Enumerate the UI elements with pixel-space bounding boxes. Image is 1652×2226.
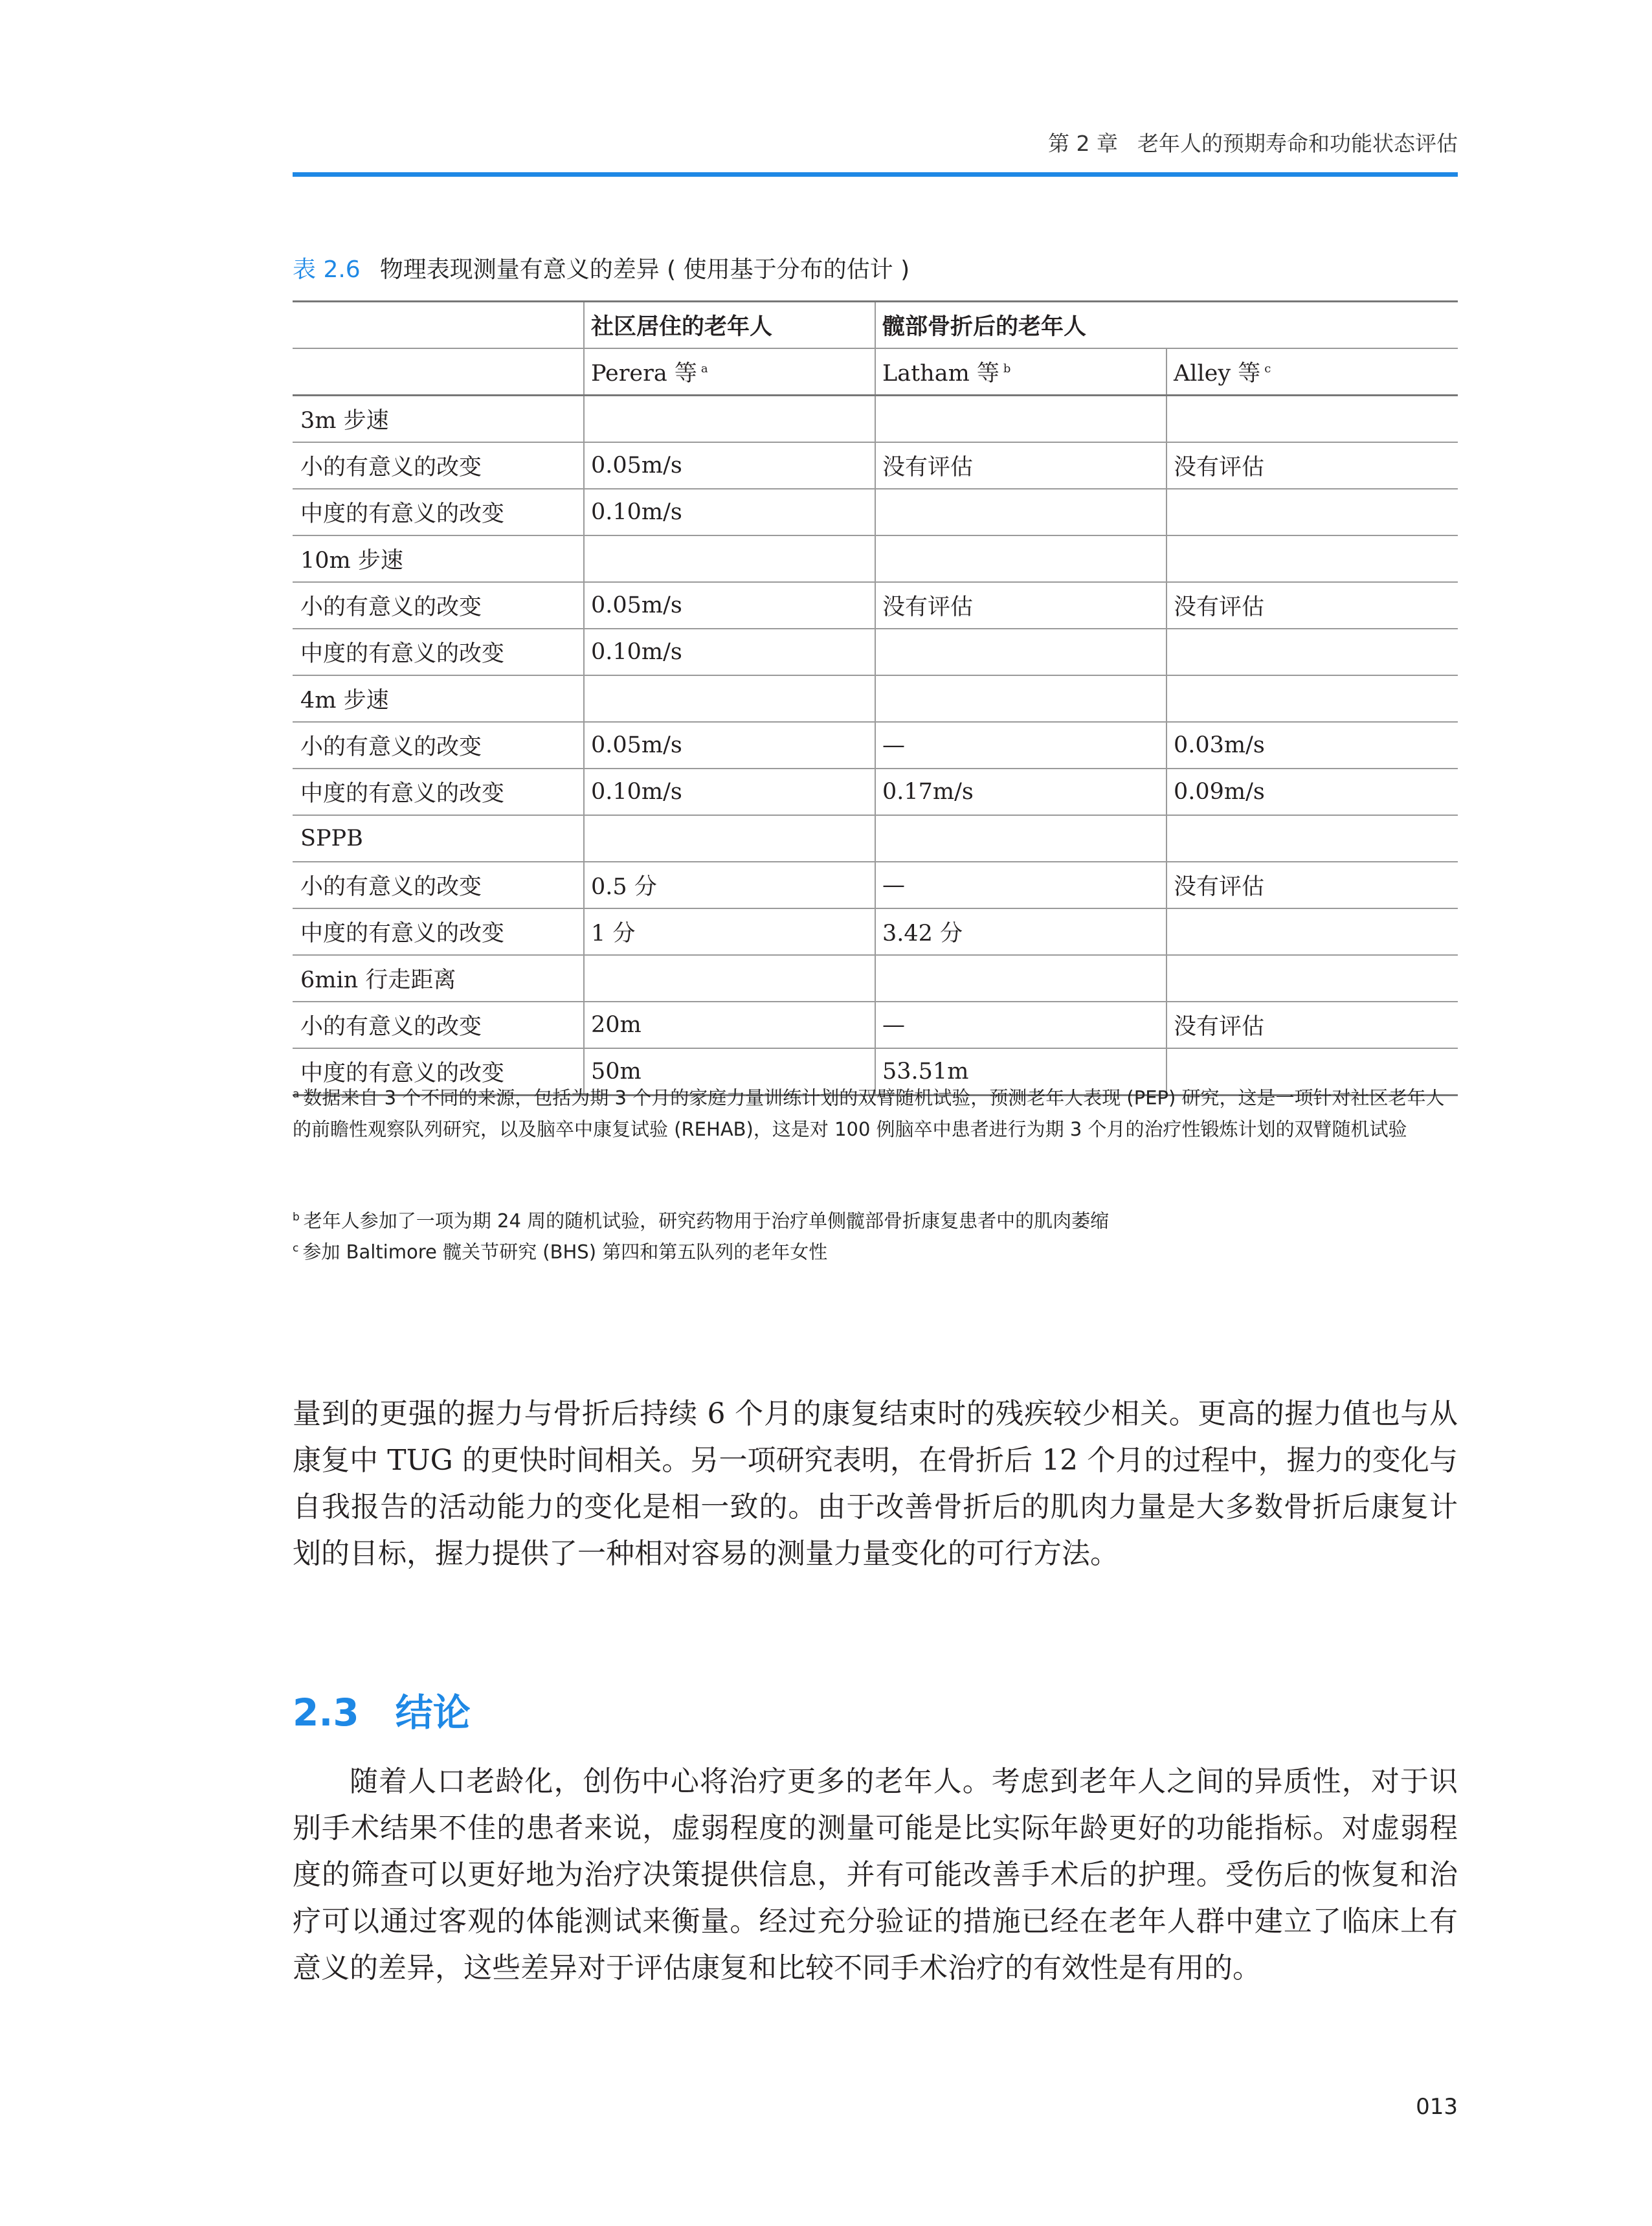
table-cell: [1166, 815, 1458, 862]
paragraph-conclusion: 随着人口老龄化，创伤中心将治疗更多的老年人。考虑到老年人之间的异质性，对于识别手术结果不佳的患者来说，虚弱程度的测量可能是比实际年龄更好的功能指标。对虚弱程度的筛查可以更好地为治疗决策提供信息，并有可能改善手术后的护理。受伤后的恢复和治疗可以通过客观的体能测试来衡量。经过充分验证的措施已经在老年人群中建立了临床上有意义的差异，这些差异对于评估康复和比较不同手术治疗的有效性是有用的。: [293, 1765, 1458, 1984]
table-row: [293, 862, 1458, 908]
table-cell: 没有评估: [875, 582, 1166, 629]
table-cell: —: [875, 862, 1166, 908]
table-row-label: 6min 行走距离: [293, 955, 584, 1002]
table-cell: 没有评估: [1166, 862, 1458, 908]
table-cell: [875, 489, 1166, 535]
table-header-hip-fracture: 髋部骨折后的老年人: [875, 302, 1458, 349]
table-row-label: 4m 步速: [293, 675, 584, 722]
table-row: [293, 955, 1458, 1002]
table-cell: [1166, 955, 1458, 1002]
table-row-label: 小的有意义的改变: [293, 1002, 584, 1048]
table-cell: —: [875, 722, 1166, 769]
table-cell: [1166, 535, 1458, 582]
table-row-label: 中度的有意义的改变: [293, 1048, 584, 1096]
table-cell: 0.09m/s: [1166, 769, 1458, 815]
table-cell: 没有评估: [1166, 1002, 1458, 1048]
section-number: 2.3: [293, 1691, 359, 1735]
table-row: [293, 722, 1458, 769]
table-cell: [875, 815, 1166, 862]
table-cell: 3.42 分: [875, 908, 1166, 955]
table-cell: 没有评估: [1166, 582, 1458, 629]
table-header-community: 社区居住的老年人: [584, 302, 875, 349]
section-heading: [293, 1682, 471, 1737]
table-cell: [875, 955, 1166, 1002]
table-cell: [875, 535, 1166, 582]
table-row: [293, 489, 1458, 535]
table-cell: 50m: [584, 1048, 875, 1096]
table-row-label: SPPB: [293, 815, 584, 862]
table-row: [293, 442, 1458, 489]
table-row: [293, 582, 1458, 629]
table-group-header-row: [293, 302, 1458, 349]
table-cell: [584, 535, 875, 582]
table-header-empty-2: [293, 348, 584, 396]
table-row: [293, 769, 1458, 815]
running-header: [293, 127, 1458, 157]
table-row-label: 小的有意义的改变: [293, 582, 584, 629]
table-row-label: 中度的有意义的改变: [293, 908, 584, 955]
table-cell: 0.05m/s: [584, 582, 875, 629]
table-row: [293, 908, 1458, 955]
header-title: 老年人的预期寿命和功能状态评估: [1137, 131, 1458, 156]
table-row-label: 小的有意义的改变: [293, 442, 584, 489]
table-cell: 0.10m/s: [584, 769, 875, 815]
table-row-label: 3m 步速: [293, 396, 584, 443]
table-cell: 0.05m/s: [584, 722, 875, 769]
table-cell: 0.5 分: [584, 862, 875, 908]
table-row: [293, 1002, 1458, 1048]
table-cell: 没有评估: [1166, 442, 1458, 489]
paragraph-grip-strength: 量到的更强的握力与骨折后持续 6 个月的康复结束时的残疾较少相关。更高的握力值也与从康复中 TUG 的更快时间相关。另一项研究表明，在骨折后 12 个月的过程中，握力的变化与自我报告的活动能力的变化是相一致的。由于改善骨折后的肌肉力量是大多数骨折后康复计划的目标，握力提供了一种相对容易的测量力量变化的可行方法。: [293, 1397, 1458, 1570]
table-row: [293, 629, 1458, 675]
table-cell: [875, 675, 1166, 722]
table-cell: [1166, 629, 1458, 675]
table-header-empty: [293, 302, 584, 349]
table-row: [293, 535, 1458, 582]
table-cell: [584, 675, 875, 722]
table-row: [293, 675, 1458, 722]
footnote-a: $^a$ 数据来自 3 个不同的来源，包括为期 3 个月的家庭力量训练计划的双臂随机试验，预测老年人表现 (PEP) 研究，这是一项针对社区老年人的前瞻性观察队列研究，以及脑卒中康复试验 (REHAB)，这是对 100 例脑卒中患者进行为期 3 个月的治疗性锻炼计划的双臂随机试验: [293, 1086, 1445, 1140]
table-caption-text: 物理表现测量有意义的差异 ( 使用基于分布的估计 ): [379, 256, 910, 283]
table-cell: 0.05m/s: [584, 442, 875, 489]
table-caption: [293, 251, 910, 284]
table-cell: 20m: [584, 1002, 875, 1048]
footnote-b: $^b$ 老年人参加了一项为期 24 周的随机试验，研究药物用于治疗单侧髋部骨折康复患者中的肌肉萎缩: [293, 1209, 1110, 1232]
table-cell: [875, 396, 1166, 443]
table-source-header-row: [293, 348, 1458, 396]
table-row: [293, 396, 1458, 443]
table-cell: [584, 955, 875, 1002]
table-row-label: 小的有意义的改变: [293, 722, 584, 769]
measurement-table: [293, 300, 1458, 1096]
header-chapter: 第 2 章: [1048, 131, 1118, 156]
table-cell: 1 分: [584, 908, 875, 955]
table-cell: —: [875, 1002, 1166, 1048]
table-row-label: 10m 步速: [293, 535, 584, 582]
table-header-source-perera: Perera 等 $^a$: [584, 348, 875, 396]
table-cell: 0.10m/s: [584, 629, 875, 675]
table-cell: [1166, 489, 1458, 535]
table-cell: 53.51m: [875, 1048, 1166, 1096]
table-cell: [584, 396, 875, 443]
table-row-label: 中度的有意义的改变: [293, 769, 584, 815]
table-row-label: 中度的有意义的改变: [293, 489, 584, 535]
table-cell: 没有评估: [875, 442, 1166, 489]
table-cell: 0.10m/s: [584, 489, 875, 535]
table-cell: 0.03m/s: [1166, 722, 1458, 769]
table-row-label: 小的有意义的改变: [293, 862, 584, 908]
table-row: [293, 815, 1458, 862]
table-cell: 0.17m/s: [875, 769, 1166, 815]
table-cell: [1166, 908, 1458, 955]
footnote-c: $^c$ 参加 Baltimore 髋关节研究 (BHS) 第四和第五队列的老年女性: [293, 1241, 828, 1263]
page-number: 013: [1416, 2094, 1458, 2120]
table-header-source-alley: Alley 等 $^c$: [1166, 348, 1458, 396]
table-cell: [1166, 396, 1458, 443]
table-row-label: 中度的有意义的改变: [293, 629, 584, 675]
table-header-source-latham: Latham 等 $^b$: [875, 348, 1166, 396]
table-cell: [584, 815, 875, 862]
header-rule: [293, 172, 1458, 177]
table-cell: [1166, 675, 1458, 722]
table-cell: [875, 629, 1166, 675]
table-caption-number: 表 2.6: [293, 256, 361, 283]
section-title: 结论: [395, 1691, 471, 1735]
